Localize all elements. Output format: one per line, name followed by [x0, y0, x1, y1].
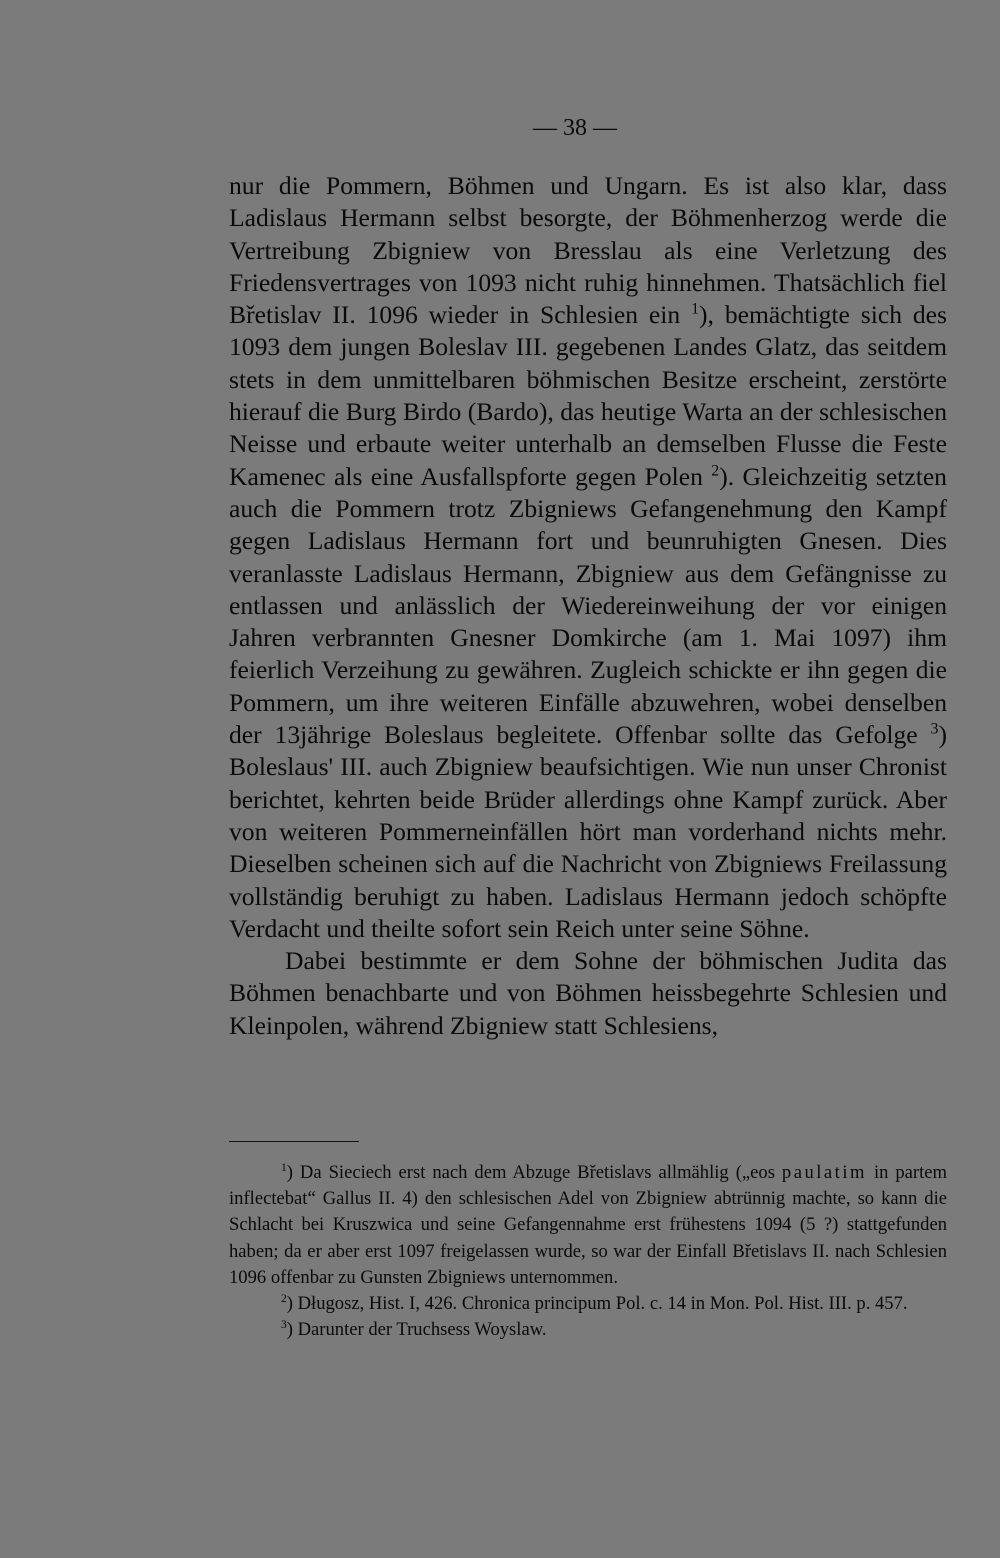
paragraph-1: [229, 170, 947, 945]
footnote-3-text: ) Darunter der Truchsess Woyslaw.: [286, 1319, 547, 1341]
paragraph-1-part-1: nur die Pommern, Böhmen und Ungarn. Es ist also klar, dass Ladislaus Hermann selbst besorgte, der Böhmenherzog werde die Vertreibung Zbigniew von Bresslau als eine Verletzung des Friedensvertrages von 1093 nicht ruhig hinnehmen. Thatsächlich fiel Břetislav II. 1096 wieder in Schlesien ein: [229, 171, 947, 330]
footnote-ref-3: 3: [930, 720, 939, 738]
footnote-1-emphasis: paulatim: [781, 1162, 867, 1183]
footnote-ref-1: 1: [691, 300, 700, 318]
footnote-1-marker: 1: [281, 1161, 287, 1174]
main-text: [229, 170, 947, 1042]
footnote-divider: [229, 1141, 359, 1142]
footnote-3: [229, 1317, 947, 1343]
footnote-2-marker: 2: [281, 1292, 287, 1305]
footnote-2: [229, 1291, 947, 1317]
footnotes: [229, 1160, 947, 1343]
page-number: — 38 —: [533, 115, 617, 141]
paragraph-1-part-2: ), bemächtigte sich des 1093 dem jungen Boleslav III. gegebenen Landes Glatz, das seitdem stets in dem unmittelbaren böhmischen Besitze erscheint, zerstörte hierauf die Burg Birdo (Bardo), das heutige Warta an der schlesischen Neisse und erbaute weiter unterhalb an demselben Flusse die Feste Kamenec als eine Ausfallspforte gegen Polen: [229, 300, 947, 491]
footnote-1-text-b: in partem inflectebat“ Gallus II. 4) den schlesischen Adel von Zbigniew abtrünnig machte, so kann die Schlacht bei Kruszwica und seine Gefangennahme erst frühestens 1094 (5 ?) stattgefunden haben; da er aber erst 1097 freigelassen wurde, so war der Einfall Břetislavs II. nach Schlesien 1096 offenbar zu Gunsten Zbigniews unternommen.: [229, 1162, 947, 1288]
footnote-ref-2: 2: [711, 462, 720, 480]
paragraph-2: Dabei bestimmte er dem Sohne der böhmischen Judita das Böhmen benachbarte und von Böhmen heissbegehrte Schlesien und Kleinpolen, während Zbigniew statt Schlesiens,: [229, 946, 947, 1040]
footnote-3-marker: 3: [281, 1319, 287, 1332]
footnote-1: [229, 1160, 947, 1291]
paragraph-1-part-4: ) Boleslaus' III. auch Zbigniew beaufsichtigen. Wie nun unser Chronist berichtet, kehrten beide Brüder allerdings ohne Kampf zurück. Aber von weiteren Pommerneinfällen hört man vorderhand nichts mehr. Dieselben scheinen sich auf die Nachricht von Zbigniews Freilassung vollständig beruhigt zu haben. Ladislaus Hermann jedoch schöpfte Verdacht und theilte sofort sein Reich unter seine Söhne.: [229, 720, 947, 943]
footnote-1-text-a: ) Da Sieciech erst nach dem Abzuge Břetislavs allmählig („eos: [286, 1162, 782, 1183]
footnote-2-text: ) Długosz, Hist. I, 426. Chronica principum Pol. c. 14 in Mon. Pol. Hist. III. p. 457.: [286, 1293, 908, 1315]
paragraph-1-part-3: ). Gleichzeitig setzten auch die Pommern trotz Zbigniews Gefangenehmung den Kampf gegen Ladislaus Hermann fort und beunruhigten Gnesen. Dies veranlasste Ladislaus Hermann, Zbigniew aus dem Gefängnisse zu entlassen und anlässlich der Wiedereinweihung der vor einigen Jahren verbrannten Gnesner Domkirche (am 1. Mai 1097) ihm feierlich Verzeihung zu gewähren. Zugleich schickte er ihn gegen die Pommern, um ihre weiteren Einfälle abzuwehren, wobei denselben der 13jährige Boleslaus begleitete. Offenbar sollte das Gefolge: [229, 461, 947, 750]
